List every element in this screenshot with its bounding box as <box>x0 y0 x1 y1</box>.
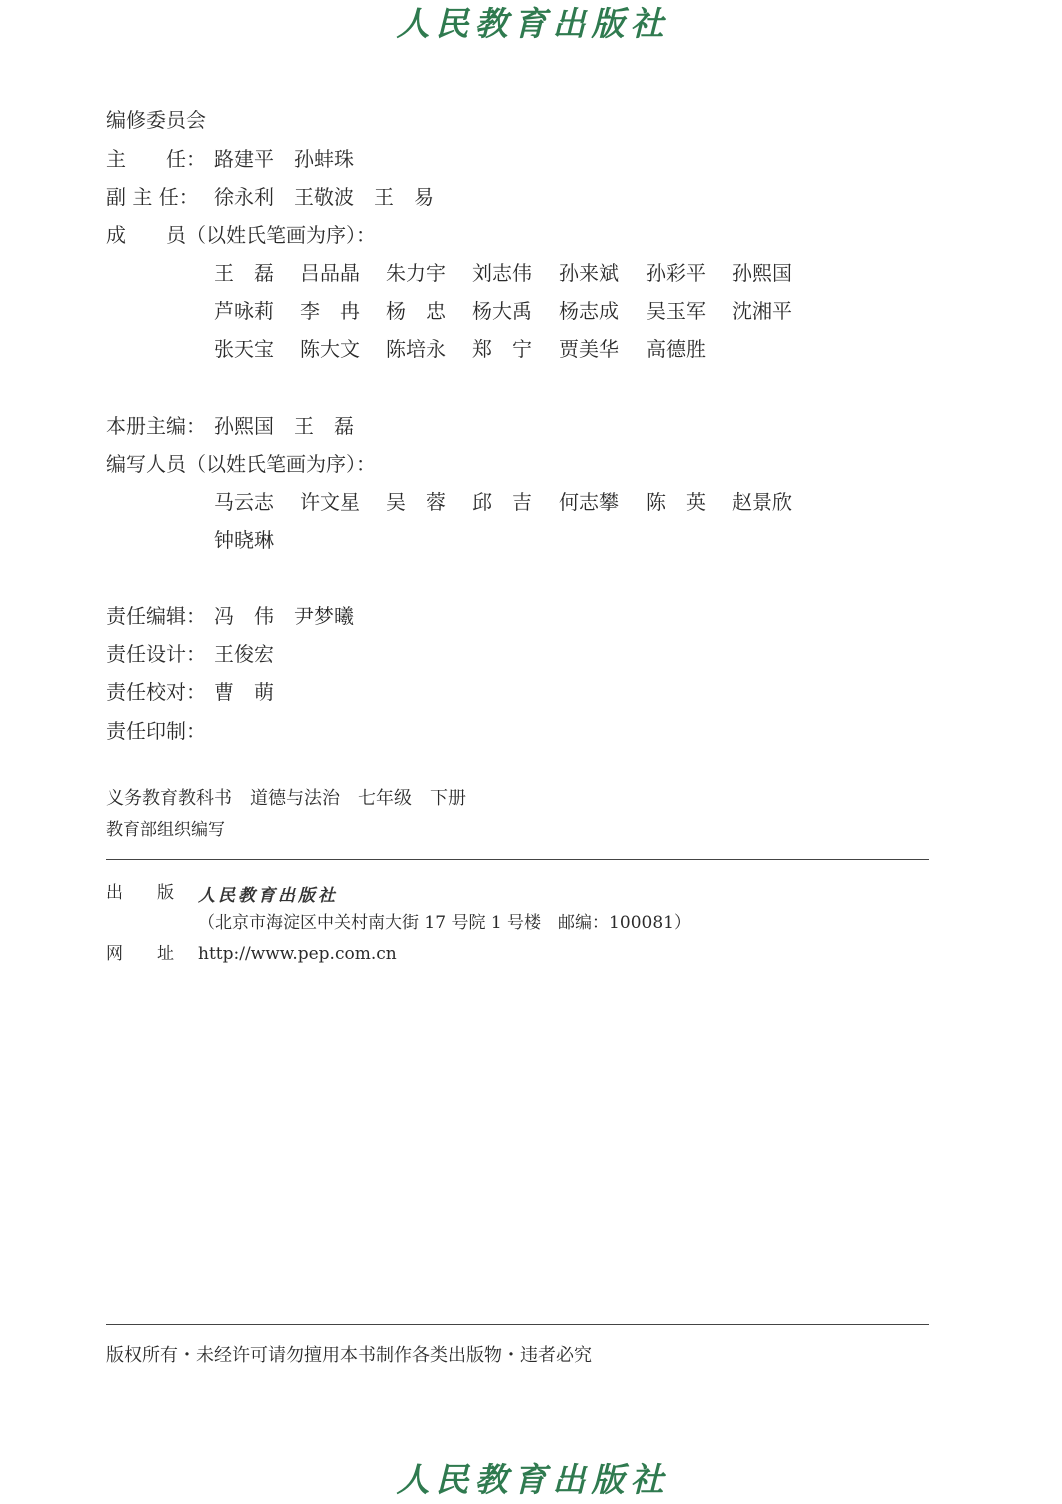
member-name: 郑 宁 <box>472 337 532 361</box>
writer-name: 吴 蓉 <box>386 490 446 514</box>
deputy-names: 徐永利 王敬波 王 易 <box>214 185 434 209</box>
members-label: 成 员（以姓氏笔画为序）： <box>106 223 376 247</box>
resp-design-label: 责任设计： <box>106 642 206 666</box>
book-compiler: 教育部组织编写 <box>106 820 225 840</box>
member-name: 孙彩平 <box>646 261 706 285</box>
writer-name: 赵景欣 <box>732 490 792 514</box>
writer-name: 邱 吉 <box>472 490 532 514</box>
member-name: 陈大文 <box>300 337 360 361</box>
divider-bottom <box>106 1324 929 1325</box>
member-name: 芦咏莉 <box>214 299 274 323</box>
member-name: 杨大禹 <box>472 299 532 323</box>
website-label: 网 址 <box>106 944 174 964</box>
chief-editor-names: 孙熙国 王 磊 <box>214 414 354 438</box>
member-name: 吕品晶 <box>300 261 360 285</box>
resp-editor-label: 责任编辑： <box>106 604 206 628</box>
director-names: 路建平 孙蚌珠 <box>214 147 354 171</box>
resp-proof-value: 曹 萌 <box>214 680 274 704</box>
writers-label: 编写人员（以姓氏笔画为序）： <box>106 452 376 476</box>
writer-name: 马云志 <box>214 490 274 514</box>
deputy-label: 副 主 任： <box>106 185 199 209</box>
resp-design-value: 王俊宏 <box>214 642 274 666</box>
publisher-label: 出 版 <box>106 883 174 903</box>
member-name: 刘志伟 <box>472 261 532 285</box>
writer-name: 钟晓琳 <box>214 528 274 552</box>
website-url[interactable]: http://www.pep.com.cn <box>198 944 397 964</box>
chief-editor-label: 本册主编： <box>106 414 206 438</box>
publisher-logo-bottom: 人民教育出版社 <box>396 1460 670 1499</box>
resp-print-label: 责任印制： <box>106 719 206 743</box>
divider-top <box>106 859 929 860</box>
copyright-notice: 版权所有・未经许可请勿擅用本书制作各类出版物・违者必究 <box>106 1345 592 1366</box>
member-name: 杨志成 <box>559 299 619 323</box>
member-name: 孙来斌 <box>559 261 619 285</box>
director-label: 主 任： <box>106 147 206 171</box>
member-name: 孙熙国 <box>732 261 792 285</box>
member-name: 朱力宇 <box>386 261 446 285</box>
member-name: 王 磊 <box>214 261 274 285</box>
writer-name: 许文星 <box>300 490 360 514</box>
member-name: 沈湘平 <box>732 299 792 323</box>
writer-name: 陈 英 <box>646 490 706 514</box>
writer-name: 何志攀 <box>559 490 619 514</box>
member-name: 高德胜 <box>646 337 706 361</box>
publisher-logo-top: 人民教育出版社 <box>396 4 670 43</box>
member-name: 吴玉军 <box>646 299 706 323</box>
resp-proof-label: 责任校对： <box>106 680 206 704</box>
member-name: 张天宝 <box>214 337 274 361</box>
book-title-line: 义务教育教科书 道德与法治 七年级 下册 <box>106 788 466 809</box>
publisher-address: （北京市海淀区中关村南大街 17 号院 1 号楼 邮编：100081） <box>198 913 691 933</box>
member-name: 陈培永 <box>386 337 446 361</box>
member-name: 杨 忠 <box>386 299 446 323</box>
publisher-name-logo: 人民教育出版社 <box>198 886 338 906</box>
resp-editor-value: 冯 伟 尹梦曦 <box>214 604 354 628</box>
member-name: 贾美华 <box>559 337 619 361</box>
member-name: 李 冉 <box>300 299 360 323</box>
committee-heading: 编修委员会 <box>106 108 206 132</box>
